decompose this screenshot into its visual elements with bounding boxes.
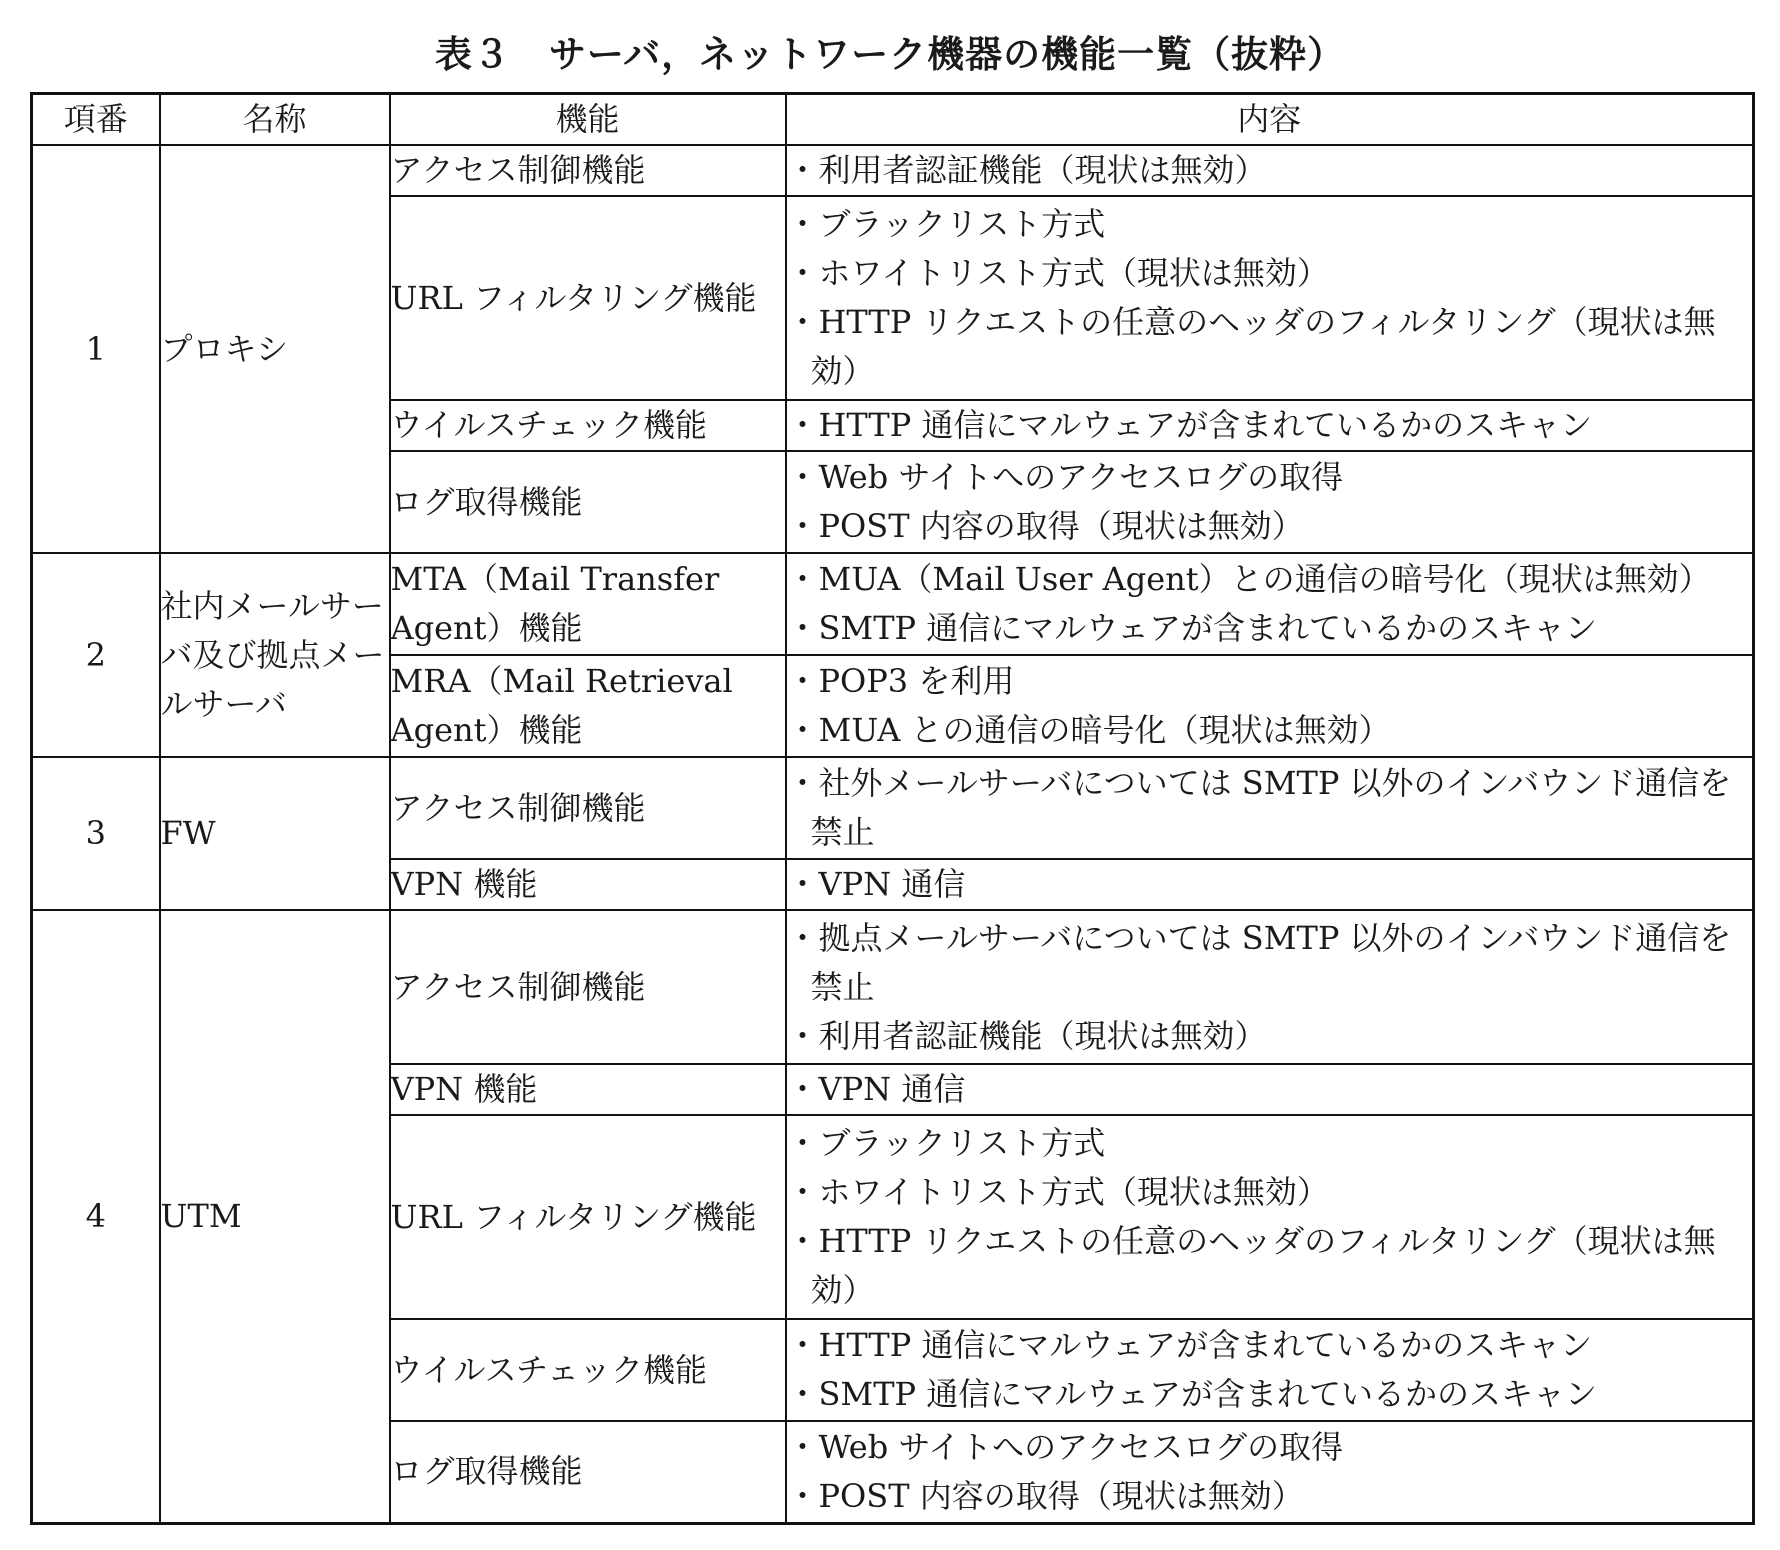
content-item: ・POST 内容の取得（現状は無効） [786, 1476, 1304, 1515]
function-name: VPN 機能 [390, 1064, 786, 1115]
content-cell [786, 910, 1754, 1064]
table-row [32, 553, 1754, 655]
content-cell [786, 859, 1754, 910]
header-content: 内容 [786, 94, 1754, 146]
content-item: ・拠点メールサーバについては SMTP 以外のインバウンド通信を禁止 [786, 918, 1732, 1006]
content-item: ・HTTP リクエストの任意のヘッダのフィルタリング（現状は無効） [786, 303, 1716, 390]
function-name: アクセス制御機能 [390, 910, 786, 1064]
function-name: URL フィルタリング機能 [390, 1115, 786, 1319]
device-name: FW [160, 757, 390, 910]
content-item: ・ホワイトリスト方式（現状は無効） [786, 1173, 1329, 1211]
item-number: 3 [32, 757, 160, 910]
table-row [32, 145, 1754, 196]
content-cell [786, 655, 1754, 757]
function-table [30, 92, 1755, 1525]
content-item: ・HTTP 通信にマルウェアが含まれているかのスキャン [786, 1326, 1593, 1364]
item-number: 2 [32, 553, 160, 757]
content-item: ・HTTP リクエストの任意のヘッダのフィルタリング（現状は無効） [786, 1222, 1716, 1309]
content-item: ・Web サイトへのアクセスログの取得 [786, 458, 1344, 496]
function-name: アクセス制御機能 [390, 757, 786, 859]
header-function: 機能 [390, 94, 786, 146]
header-row [32, 94, 1754, 146]
table-row [32, 757, 1754, 859]
content-item: ・利用者認証機能（現状は無効） [786, 1016, 1267, 1055]
table-row [32, 910, 1754, 1064]
content-item: ・SMTP 通信にマルウェアが含まれているかのスキャン [786, 1375, 1597, 1413]
content-cell [786, 757, 1754, 859]
function-name: ウイルスチェック機能 [390, 1319, 786, 1421]
content-cell [786, 1064, 1754, 1115]
content-item: ・ブラックリスト方式 [786, 205, 1106, 243]
function-name: ログ取得機能 [390, 451, 786, 553]
device-name: 社内メールサーバ及び拠点メールサーバ [160, 553, 390, 757]
function-name: URL フィルタリング機能 [390, 196, 786, 400]
content-item: ・ブラックリスト方式 [786, 1124, 1106, 1162]
content-cell [786, 451, 1754, 553]
header-name: 名称 [160, 94, 390, 146]
function-name: ログ取得機能 [390, 1421, 786, 1523]
content-item: ・VPN 通信 [786, 865, 966, 903]
content-item: ・利用者認証機能（現状は無効） [786, 151, 1267, 189]
content-cell [786, 196, 1754, 400]
content-item: ・HTTP 通信にマルウェアが含まれているかのスキャン [786, 406, 1593, 444]
content-item: ・POST 内容の取得（現状は無効） [786, 507, 1304, 545]
content-cell [786, 1421, 1754, 1523]
header-no: 項番 [32, 94, 160, 146]
content-item: ・MUA との通信の暗号化（現状は無効） [786, 711, 1391, 749]
content-item: ・VPN 通信 [786, 1070, 966, 1108]
item-number: 1 [32, 145, 160, 553]
content-cell [786, 553, 1754, 655]
function-name: ウイルスチェック機能 [390, 400, 786, 451]
table-body [32, 145, 1754, 1523]
content-item: ・MUA（Mail User Agent）との通信の暗号化（現状は無効） [786, 560, 1711, 598]
function-name: MRA（Mail Retrieval Agent）機能 [390, 655, 786, 757]
content-cell [786, 400, 1754, 451]
item-number: 4 [32, 910, 160, 1523]
function-name: MTA（Mail Transfer Agent）機能 [390, 553, 786, 655]
content-cell [786, 1115, 1754, 1319]
function-name: アクセス制御機能 [390, 145, 786, 196]
content-item: ・Web サイトへのアクセスログの取得 [786, 1427, 1344, 1466]
device-name: プロキシ [160, 145, 390, 553]
content-cell [786, 145, 1754, 196]
content-item: ・SMTP 通信にマルウェアが含まれているかのスキャン [786, 609, 1597, 647]
device-name: UTM [160, 910, 390, 1523]
table-title: 表３ サーバ，ネットワーク機器の機能一覧（抜粋） [434, 33, 1346, 76]
content-cell [786, 1319, 1754, 1421]
content-item: ・ホワイトリスト方式（現状は無効） [786, 254, 1329, 292]
content-item: ・社外メールサーバについては SMTP 以外のインバウンド通信を禁止 [786, 764, 1732, 851]
content-item: ・POP3 を利用 [786, 662, 1015, 700]
function-name: VPN 機能 [390, 859, 786, 910]
